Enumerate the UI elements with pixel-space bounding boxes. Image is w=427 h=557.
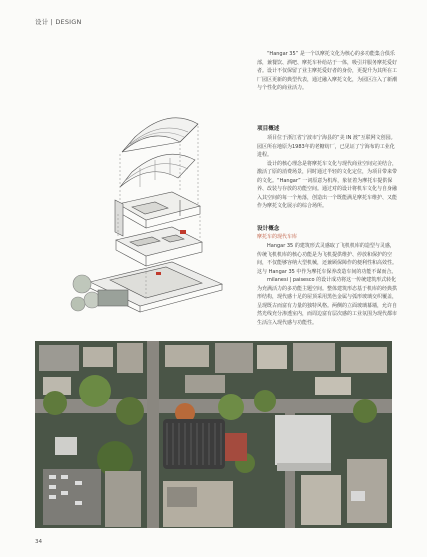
- overview-paragraph-1: 项目位于浙江省宁波市宁海县的“美 IN 渡”互联网文创园。园区所在地原为1983年的老糖纺厂，已见证了宁海布的工业化进程。: [257, 135, 396, 158]
- aerial-photo-illustration: [35, 341, 392, 528]
- concept-body: [257, 242, 399, 327]
- page-number: 34: [35, 539, 43, 545]
- section-label: 设计 | DESIGN: [35, 18, 82, 26]
- overview-body: [257, 134, 399, 211]
- overview-heading: 项目概述: [257, 126, 280, 132]
- intro-paragraph: [257, 50, 399, 93]
- concept-subheading: 摩托车的现代车库: [257, 234, 298, 240]
- concept-paragraph-2: milanesi | paisesco 的设计成功将这一传统建筑形式转化为充满活力的多功能主题空间。整体建筑形态基于机库的经典拱形结构，现代感十足的屋顶采用黑色金属与弧形玻璃交织覆盖，呈现既古而富有力量的独特风格。两侧的立面玻璃幕墙，允许自然光线充分渗透室内，而周边富有层次感的工业氛围为现代都市生活注入现代感与功能性。: [257, 277, 398, 326]
- aerial-site-photo: [35, 341, 392, 528]
- intro-text: “Hangar 35” 是一个以摩托文化为核心的多功能集合俱乐部，兼餐饮、酒吧、摩托车补给站于一体，吸引并服务摩托爱好者。设计不仅保留了业主摩托爱好者的身份，更提升为其所在工厂园区更新的典型代表，通过融入摩托文化，为园区注入了新潮与个性化的商业活力。: [257, 51, 398, 91]
- exploded-axonometric-drawing: [60, 112, 250, 327]
- overview-paragraph-2: 设计的核心理念是将摩托车文化与现代商业空间完美结合，激活了原的消费场景，同时通过半轻的文化定位，为项目带来带的文化。“Hangar” 一词原意为机库，象征着为摩托车提供保养、改装与存放的功能空间。通过对的设计将机车文化与自身融入其空间的每一个角落，创造出一个既能满足摩托车维护、又能作为摩托文化展示的综合场所。: [257, 160, 398, 209]
- concept-paragraph-1: Hangar 35 的建筑形式灵感取了飞机机库的造型与灵感，传统飞机机库的核心功能是为飞机提供维护、停放和保护的空间，不仅能够容纳大型机械，还兼顾保障作的便利性和高效性。这与 Hangar 35 中作为摩托车保养改造车间的功能不谋而合。: [257, 243, 398, 275]
- concept-heading: 设计概念: [257, 226, 280, 232]
